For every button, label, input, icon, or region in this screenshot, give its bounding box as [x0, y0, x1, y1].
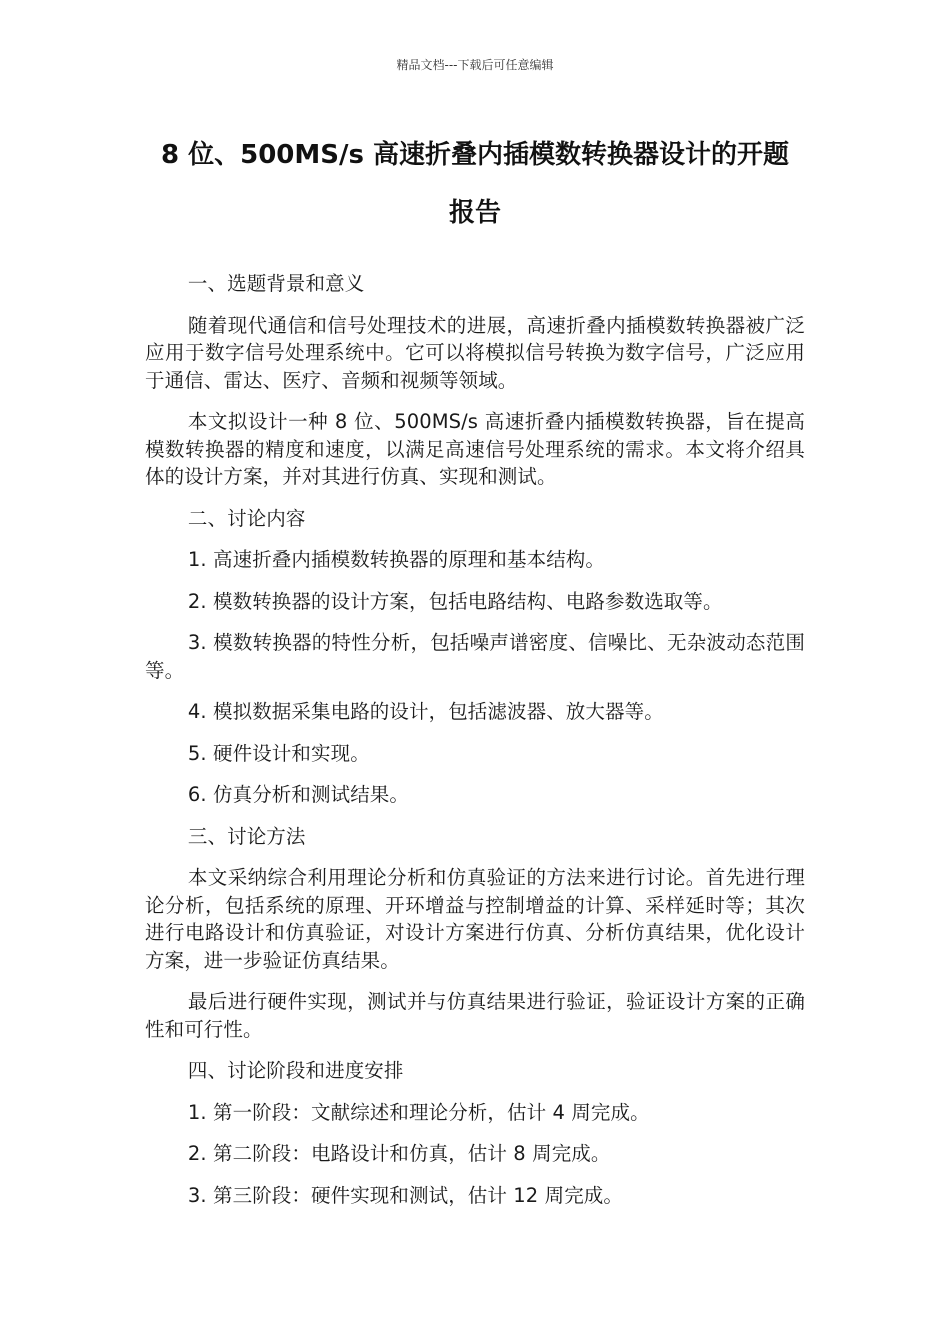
list-item-schedule-1: 1. 第一阶段：文献综述和理论分析，估计 4 周完成。 — [187, 1100, 650, 1124]
paragraph-method-1: 本文采纳综合利用理论分析和仿真验证的方法来进行讨论。首先进行理论分析，包括系统的原理、开环增益与控制增益的计算、采样延时等；其次进行电路设计和仿真验证，对设计方案进行仿真、分析仿真结果，优化设计方案，进一步验证仿真结果。 — [145, 866, 805, 972]
document-title-line-1: 8 位、500MS/s 高速折叠内插模数转换器设计的开题 — [160, 140, 790, 170]
header-note: 精品文档---下载后可任意编辑 — [396, 58, 554, 72]
list-item-content-5: 5. 硬件设计和实现。 — [187, 741, 370, 765]
paragraph-background-1: 随着现代通信和信号处理技术的进展，高速折叠内插模数转换器被广泛应用于数字信号处理系统中。它可以将模拟信号转换为数字信号，广泛应用于通信、雷达、医疗、音频和视频等领域。 — [145, 313, 805, 392]
document-title-line-2: 报告 — [448, 198, 501, 228]
paragraph-background-2: 本文拟设计一种 8 位、500MS/s 高速折叠内插模数转换器，旨在提高模数转换器的精度和速度，以满足高速信号处理系统的需求。本文将介绍具体的设计方案，并对其进行仿真、实现和测试。 — [145, 410, 805, 488]
section-heading-background: 一、选题背景和意义 — [187, 272, 365, 295]
list-item-content-6: 6. 仿真分析和测试结果。 — [187, 783, 409, 806]
list-item-content-4: 4. 模拟数据采集电路的设计，包括滤波器、放大器等。 — [187, 700, 664, 723]
list-item-schedule-3: 3. 第三阶段：硬件实现和测试，估计 12 周完成。 — [187, 1183, 624, 1207]
list-item-content-1: 1. 高速折叠内插模数转换器的原理和基本结构。 — [187, 548, 605, 571]
paragraph-method-2: 最后进行硬件实现，测试并与仿真结果进行验证，验证设计方案的正确性和可行性。 — [145, 990, 805, 1041]
list-item-content-3: 3. 模数转换器的特性分析，包括噪声谱密度、信噪比、无杂波动态范围等。 — [145, 631, 805, 682]
section-heading-content: 二、讨论内容 — [187, 506, 306, 530]
section-heading-schedule: 四、讨论阶段和进度安排 — [187, 1059, 404, 1082]
list-item-schedule-2: 2. 第二阶段：电路设计和仿真，估计 8 周完成。 — [187, 1142, 611, 1165]
document-body — [145, 270, 805, 1223]
section-heading-method: 三、讨论方法 — [187, 824, 306, 848]
list-item-content-2: 2. 模数转换器的设计方案，包括电路结构、电路参数选取等。 — [187, 589, 723, 613]
